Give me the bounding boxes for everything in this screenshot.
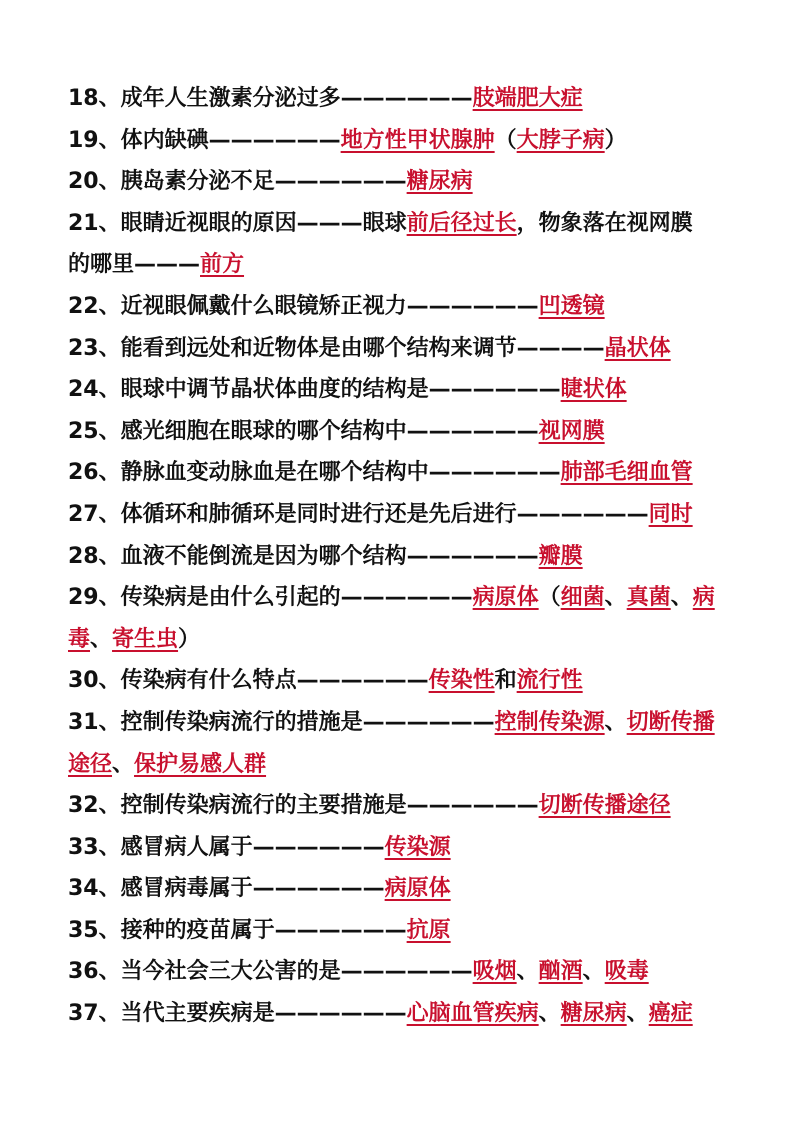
text-line	[68, 619, 732, 661]
answer-text: 吸烟	[472, 959, 517, 985]
question-text: ）	[604, 127, 627, 153]
text-line	[68, 910, 732, 952]
answer-text: 真菌	[626, 585, 671, 611]
question-text: 、	[516, 959, 539, 985]
answer-text: 控制传染源	[494, 709, 605, 735]
answer-text: 保护易感人群	[134, 751, 267, 777]
question-text: ，物象落在视网膜	[516, 210, 693, 236]
text-line	[68, 993, 732, 1035]
question-text: 21、眼睛近视眼的原因———眼球	[68, 210, 407, 236]
text-line	[68, 161, 732, 203]
text-line	[68, 203, 732, 245]
answer-text: 病	[692, 585, 715, 611]
answer-text: 传染源	[384, 834, 451, 860]
question-text: 、	[582, 959, 605, 985]
text-line	[68, 78, 732, 120]
text-line	[68, 286, 732, 328]
answer-text: 毒	[68, 626, 91, 652]
answer-text: 凹透镜	[538, 293, 605, 319]
answer-text: 酗酒	[538, 959, 583, 985]
answer-text: 肺部毛细血管	[560, 460, 693, 486]
question-text: 18、成年人生激素分泌过多——————	[68, 86, 473, 111]
answer-text: 糖尿病	[560, 1001, 627, 1027]
question-text: 33、感冒病人属于——————	[68, 834, 385, 860]
answer-text: 肢端肥大症	[472, 86, 583, 111]
answer-text: 糖尿病	[406, 169, 473, 195]
answer-text: 晶状体	[604, 335, 671, 361]
answer-text: 抗原	[406, 917, 451, 943]
question-text: 、	[626, 1001, 649, 1027]
answer-text: 细菌	[560, 585, 605, 611]
text-line	[68, 120, 732, 162]
question-text: 27、体循环和肺循环是同时进行还是先后进行——————	[68, 501, 649, 527]
question-text: 26、静脉血变动脉血是在哪个结构中——————	[68, 460, 561, 486]
answer-text: 病原体	[472, 585, 539, 611]
answer-text: 瓣膜	[538, 543, 583, 569]
answer-text: 地方性甲状腺肿	[340, 127, 495, 153]
question-text: ）	[178, 626, 201, 652]
question-text: 36、当今社会三大公害的是——————	[68, 959, 473, 985]
answer-text: 癌症	[648, 1001, 693, 1027]
question-text: 、	[604, 585, 627, 611]
question-text: 23、能看到远处和近物体是由哪个结构来调节————	[68, 335, 605, 361]
text-line	[68, 660, 732, 702]
text-line	[68, 827, 732, 869]
text-line	[68, 744, 732, 786]
question-text: 37、当代主要疾病是——————	[68, 1001, 407, 1027]
answer-text: 切断传播途径	[538, 793, 671, 819]
question-text: 30、传染病有什么特点——————	[68, 668, 429, 694]
document-page	[68, 78, 732, 1035]
answer-text: 传染性	[428, 668, 495, 694]
question-text: 34、感冒病毒属于——————	[68, 876, 385, 902]
question-text: 、	[538, 1001, 561, 1027]
answer-text: 同时	[648, 501, 693, 527]
question-text: 32、控制传染病流行的主要措施是——————	[68, 793, 539, 819]
question-text: 和	[494, 668, 517, 694]
answer-text: 切断传播	[626, 709, 715, 735]
question-text: 、	[112, 751, 135, 777]
answer-text: 心脑血管疾病	[406, 1001, 539, 1027]
text-line	[68, 369, 732, 411]
text-line	[68, 577, 732, 619]
question-text: 20、胰岛素分泌不足——————	[68, 169, 407, 195]
answer-text: 途径	[68, 751, 113, 777]
answer-text: 流行性	[516, 668, 583, 694]
question-text: 的哪里———	[68, 252, 201, 278]
text-line	[68, 494, 732, 536]
text-line	[68, 452, 732, 494]
text-line	[68, 951, 732, 993]
text-line	[68, 868, 732, 910]
question-text: 22、近视眼佩戴什么眼镜矫正视力——————	[68, 293, 539, 319]
question-text: 35、接种的疫苗属于——————	[68, 917, 407, 943]
text-line	[68, 702, 732, 744]
text-line	[68, 536, 732, 578]
text-line	[68, 244, 732, 286]
answer-text: 大脖子病	[516, 127, 605, 153]
question-text: 31、控制传染病流行的措施是——————	[68, 709, 495, 735]
text-line	[68, 411, 732, 453]
question-text: 29、传染病是由什么引起的——————	[68, 585, 473, 611]
text-line	[68, 328, 732, 370]
question-text: 、	[670, 585, 693, 611]
text-line	[68, 785, 732, 827]
question-text: （	[494, 127, 517, 153]
answer-text: 寄生虫	[112, 626, 179, 652]
answer-text: 前后径过长	[406, 210, 517, 236]
question-text: 19、体内缺碘——————	[68, 127, 341, 153]
answer-text: 视网膜	[538, 418, 605, 444]
answer-text: 睫状体	[560, 377, 627, 403]
question-text: 、	[90, 626, 113, 652]
question-text: 28、血液不能倒流是因为哪个结构——————	[68, 543, 539, 569]
question-text: 、	[604, 709, 627, 735]
answer-text: 病原体	[384, 876, 451, 902]
answer-text: 前方	[200, 252, 245, 278]
question-text: 25、感光细胞在眼球的哪个结构中——————	[68, 418, 539, 444]
question-text: 24、眼球中调节晶状体曲度的结构是——————	[68, 377, 561, 403]
answer-text: 吸毒	[604, 959, 649, 985]
question-text: （	[538, 585, 561, 611]
